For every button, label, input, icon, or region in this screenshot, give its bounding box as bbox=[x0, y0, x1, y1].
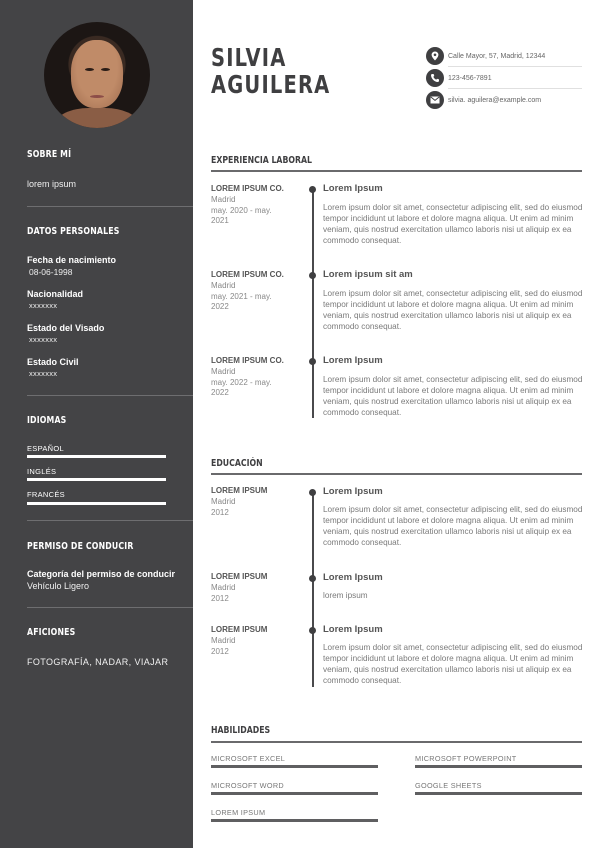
language-level-bar bbox=[27, 478, 166, 481]
experience-role: Lorem Ipsum bbox=[323, 355, 383, 366]
education-org: LOREM IPSUM bbox=[211, 572, 268, 581]
section-rule bbox=[211, 170, 582, 172]
about-title: SOBRE MÍ bbox=[27, 149, 72, 160]
timeline-dot bbox=[309, 489, 316, 496]
full-name bbox=[211, 44, 330, 98]
experience-description: Lorem ipsum dolor sit amet, consectetur adipiscing elit, sed do eiusmod tempor incididunt ut labore et dolore magna aliqua. Ut enim ad minim veniam, quis nostrud exercitation ullamco laboris nisi ut aliquip ex ea commodo consequat. bbox=[323, 289, 583, 331]
envelope-icon bbox=[426, 91, 444, 109]
education-meta bbox=[211, 497, 291, 518]
languages-title: IDIOMAS bbox=[27, 415, 67, 426]
visa-status-label: Estado del Visado bbox=[27, 323, 105, 333]
experience-timeline bbox=[312, 188, 314, 418]
experience-dates-end: 2022 bbox=[211, 302, 229, 311]
education-city: Madrid bbox=[211, 636, 236, 645]
education-timeline bbox=[312, 491, 314, 687]
experience-role: Lorem ipsum sit am bbox=[323, 269, 413, 280]
timeline-dot bbox=[309, 272, 316, 279]
timeline-dot bbox=[309, 575, 316, 582]
skill-level-bar bbox=[415, 792, 582, 795]
contact-email bbox=[426, 90, 541, 110]
nationality-value: xxxxxxx bbox=[29, 301, 58, 310]
language-label: INGLÉS bbox=[27, 467, 57, 476]
skill-level-bar bbox=[211, 819, 378, 822]
experience-title: EXPERIENCIA LABORAL bbox=[211, 155, 313, 166]
address-text: Calle Mayor, 57, Madrid, 12344 bbox=[448, 52, 546, 60]
education-description: Lorem ipsum dolor sit amet, consectetur adipiscing elit, sed do eiusmod tempor incididunt ut labore et dolore magna aliqua. Ut enim ad minim veniam, quis nostrud exercitation ullamco laboris nisi ut aliquip ex ea commodo consequat. bbox=[323, 643, 583, 685]
skill-level-bar bbox=[211, 765, 378, 768]
personal-data-title: DATOS PERSONALES bbox=[27, 226, 120, 237]
education-description: Lorem ipsum dolor sit amet, consectetur adipiscing elit, sed do eiusmod tempor incididunt ut labore et dolore magna aliqua. Ut enim ad minim veniam, quis nostrud exercitation ullamco laboris nisi ut aliquip ex ea commodo consequat. bbox=[323, 505, 583, 547]
photo-eye bbox=[85, 68, 94, 71]
education-year: 2012 bbox=[211, 507, 229, 517]
education-meta bbox=[211, 636, 291, 657]
skill-label: LOREM IPSUM bbox=[211, 808, 266, 817]
skill-label: MICROSOFT WORD bbox=[211, 781, 284, 790]
education-meta bbox=[211, 583, 291, 604]
location-pin-icon bbox=[426, 47, 444, 65]
phone-text[interactable]: 123-456-7891 bbox=[448, 74, 492, 82]
experience-meta bbox=[211, 281, 291, 313]
license-category-value: Vehículo Ligero bbox=[27, 581, 90, 591]
experience-dates: may. 2021 - may. bbox=[211, 291, 272, 301]
section-rule bbox=[211, 473, 582, 475]
experience-meta bbox=[211, 367, 291, 399]
sidebar-divider bbox=[27, 607, 193, 608]
education-city: Madrid bbox=[211, 497, 236, 506]
education-city: Madrid bbox=[211, 583, 236, 592]
education-year: 2012 bbox=[211, 646, 229, 656]
civil-status-label: Estado Civil bbox=[27, 357, 79, 367]
experience-dates-end: 2022 bbox=[211, 388, 229, 397]
experience-dates-end: 2021 bbox=[211, 216, 229, 225]
education-year: 2012 bbox=[211, 593, 229, 603]
timeline-dot bbox=[309, 358, 316, 365]
hobbies-title: AFICIONES bbox=[27, 627, 76, 638]
experience-org: LOREM IPSUM CO. bbox=[211, 270, 284, 279]
experience-meta bbox=[211, 195, 291, 227]
last-name: AGUILERA bbox=[211, 70, 331, 99]
experience-city: Madrid bbox=[211, 281, 236, 290]
experience-role: Lorem Ipsum bbox=[323, 183, 383, 194]
experience-city: Madrid bbox=[211, 367, 236, 376]
experience-org: LOREM IPSUM CO. bbox=[211, 356, 284, 365]
contact-divider bbox=[448, 88, 582, 89]
timeline-dot bbox=[309, 186, 316, 193]
birthdate-label: Fecha de nacimiento bbox=[27, 255, 117, 265]
profile-photo bbox=[44, 22, 150, 128]
birthdate-value: 08-06-1998 bbox=[29, 267, 73, 277]
education-degree: Lorem Ipsum bbox=[323, 624, 383, 635]
experience-dates: may. 2022 - may. bbox=[211, 377, 272, 387]
skill-level-bar bbox=[211, 792, 378, 795]
education-degree: Lorem Ipsum bbox=[323, 486, 383, 497]
photo-eye bbox=[101, 68, 110, 71]
phone-icon bbox=[426, 69, 444, 87]
experience-description: Lorem ipsum dolor sit amet, consectetur adipiscing elit, sed do eiusmod tempor incididunt ut labore et dolore magna aliqua. Ut enim ad minim veniam, quis nostrud exercitation ullamco laboris nisi ut aliquip ex ea commodo consequat. bbox=[323, 203, 583, 245]
education-title: EDUCACIÓN bbox=[211, 458, 263, 469]
education-org: LOREM IPSUM bbox=[211, 625, 268, 634]
sidebar-divider bbox=[27, 395, 193, 396]
hobbies-text: FOTOGRAFÍA, NADAR, VIAJAR bbox=[27, 657, 169, 667]
experience-org: LOREM IPSUM CO. bbox=[211, 184, 284, 193]
first-name: SILVIA bbox=[211, 43, 287, 72]
experience-dates: may. 2020 - may. bbox=[211, 205, 272, 215]
skill-label: MICROSOFT POWERPOINT bbox=[415, 754, 517, 763]
photo-shoulders bbox=[56, 108, 138, 128]
section-rule bbox=[211, 741, 582, 743]
education-degree: Lorem Ipsum bbox=[323, 572, 383, 583]
email-link[interactable]: silvia. aguilera@example.com bbox=[448, 96, 542, 104]
photo-mouth bbox=[90, 95, 104, 98]
language-label: FRANCÉS bbox=[27, 490, 65, 499]
contact-phone bbox=[426, 68, 492, 88]
education-description: lorem ipsum bbox=[323, 591, 368, 600]
sidebar bbox=[0, 0, 193, 848]
contact-divider bbox=[448, 66, 582, 67]
contact-address bbox=[426, 46, 545, 66]
skill-label: GOOGLE SHEETS bbox=[415, 781, 482, 790]
license-category-label: Categoría del permiso de conducir bbox=[27, 569, 176, 579]
language-level-bar bbox=[27, 455, 166, 458]
skill-level-bar bbox=[415, 765, 582, 768]
nationality-label: Nacionalidad bbox=[27, 289, 84, 299]
sidebar-divider bbox=[27, 206, 193, 207]
language-level-bar bbox=[27, 502, 166, 505]
experience-description: Lorem ipsum dolor sit amet, consectetur adipiscing elit, sed do eiusmod tempor incididunt ut labore et dolore magna aliqua. Ut enim ad minim veniam, quis nostrud exercitation ullamco laboris nisi ut aliquip ex ea commodo consequat. bbox=[323, 375, 583, 417]
civil-status-value: xxxxxxx bbox=[29, 369, 58, 378]
education-org: LOREM IPSUM bbox=[211, 486, 268, 495]
license-title: PERMISO DE CONDUCIR bbox=[27, 541, 134, 552]
visa-status-value: xxxxxxx bbox=[29, 335, 58, 344]
timeline-dot bbox=[309, 627, 316, 634]
language-label: ESPAÑOL bbox=[27, 444, 64, 453]
experience-city: Madrid bbox=[211, 195, 236, 204]
skill-label: MICROSOFT EXCEL bbox=[211, 754, 286, 763]
about-text: lorem ipsum bbox=[27, 179, 77, 189]
sidebar-divider bbox=[27, 520, 193, 521]
skills-title: HABILIDADES bbox=[211, 725, 271, 736]
